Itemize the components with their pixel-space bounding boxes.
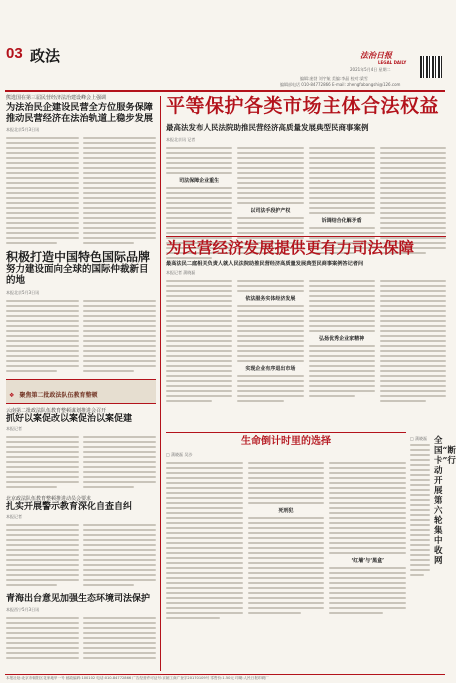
second-section-head-1: 依法服务实体经济发展: [245, 295, 296, 302]
essay-headline[interactable]: 生命倒计时里的选择: [241, 436, 331, 447]
essay-section-head-1: 死刑犯: [278, 507, 294, 514]
footer-line: 本报社址:北京市朝阳区花家地甲一号 邮政编码:100102 电话:010-84772866 广告经营许可证号:京朝工商广登字20170109号 零售价:1.50元 印刷:人民日报印刷厂: [6, 676, 269, 680]
story3-byline: 本报记者: [6, 426, 22, 432]
qr-code-icon[interactable]: [420, 56, 442, 78]
story2-body: [6, 297, 156, 375]
focus-banner-text: 聚焦第二批政法队伍教育整顿: [19, 391, 98, 399]
right-vertical-story: [410, 436, 456, 672]
main-byline: 本报北京讯 记者: [166, 136, 196, 142]
story1-body: [6, 134, 156, 247]
right-vertical-title[interactable]: 全国“断卡”行动开展第六轮集中收网: [434, 436, 456, 566]
legal-daily-label: LEGAL DAILY: [378, 60, 407, 65]
story5-byline: 本报西宁5月3日讯: [6, 606, 40, 612]
page-number: 03: [6, 45, 23, 62]
essay-section-head-2: ‘红墙’与‘黑盒’: [351, 557, 384, 564]
essay-body: [166, 459, 406, 622]
section-title: 政法: [30, 47, 61, 65]
second-story: [166, 236, 446, 426]
story1-title-2[interactable]: 推动民营经济在法治轨道上稳步发展: [6, 112, 153, 124]
story3-kicker: 云南第二批政法队伍教育整顿谋划推进会召开: [6, 407, 107, 414]
second-section-head-3: 弘扬优秀企业家精神: [319, 335, 365, 342]
essay-top-rule: [166, 432, 406, 433]
main-subhead: 最高法发布人民法院助推民营经济高质量发展典型民商事案例: [166, 122, 369, 132]
essay-story: [166, 432, 406, 672]
second-top-rule: [166, 236, 446, 237]
story1-byline: 本报北京5月3日讯: [6, 127, 40, 133]
story3-body: [6, 433, 156, 491]
left-column-divider: [160, 96, 161, 671]
story3-title[interactable]: 抓好以案促改以案促治以案促建: [6, 413, 133, 424]
story2-title-1[interactable]: 积极打造中国特色国际品牌: [6, 250, 151, 265]
right-vertical-byline: □ 蒲晓磊: [410, 436, 428, 441]
main-section-head-1: 司法保障企业重生: [179, 177, 220, 184]
story1-title-1[interactable]: 为法治民企建设民营全方位服务保障: [6, 102, 153, 113]
story5-body: [6, 614, 156, 662]
right-vertical-body: [410, 444, 430, 576]
story4-title[interactable]: 扎实开展警示教育深化自查自纠: [6, 502, 133, 513]
left-column: [6, 96, 156, 676]
second-headline[interactable]: 为民营经济发展提供更有力司法保障: [166, 238, 415, 257]
second-byline: 本报记者 蒲晓磊: [166, 269, 196, 275]
paper-logo: 法治日报: [360, 50, 392, 60]
contact-line: 编辑部电话 010-84772866 E-mail: zhengfabangshi@126.com: [280, 82, 401, 87]
story1-kicker: 熊选国在第三届民营经济法治建设峰会上强调: [6, 95, 107, 101]
main-section-head-3: 诉调结合化解矛盾: [321, 217, 362, 224]
footer-rule: [5, 674, 445, 675]
main-headline[interactable]: 平等保护各类市场主体合法权益: [166, 95, 440, 117]
focus-banner: [6, 379, 156, 404]
story4-body: [6, 521, 156, 589]
masthead: [0, 0, 450, 87]
story2-title-2[interactable]: 努力建设面向全球的国际仲裁新目的地: [6, 263, 149, 286]
story2-byline: 本报北京5月3日讯: [6, 289, 40, 295]
second-subhead: 最高法民二庭相关负责人就人民法院助推民营经济高质量发展典型民商事案例答记者问: [166, 260, 364, 267]
second-section-head-2: 实现企业有序退出市场: [245, 365, 296, 372]
header-rule: [5, 90, 445, 92]
essay-byline: □ 蒲晓磊 吴沙: [166, 451, 193, 457]
story4-byline: 本报记者: [6, 514, 22, 520]
story4-kicker: 北京政法队伍教育整顿推进动员会要求: [6, 496, 92, 503]
main-story: [166, 96, 446, 246]
story5-title[interactable]: 青海出台意见加强生态环境司法保护: [6, 594, 151, 605]
focus-banner-icon: ❖: [9, 391, 15, 399]
second-body: [166, 277, 446, 405]
main-section-head-2: 以司法手段护产权: [250, 207, 291, 214]
editors-line: 编辑:庞勃 刘宇航 美编:李晶 校对:梁雪: [300, 76, 368, 81]
date-line: 2021年5月4日 星期二: [350, 67, 391, 72]
